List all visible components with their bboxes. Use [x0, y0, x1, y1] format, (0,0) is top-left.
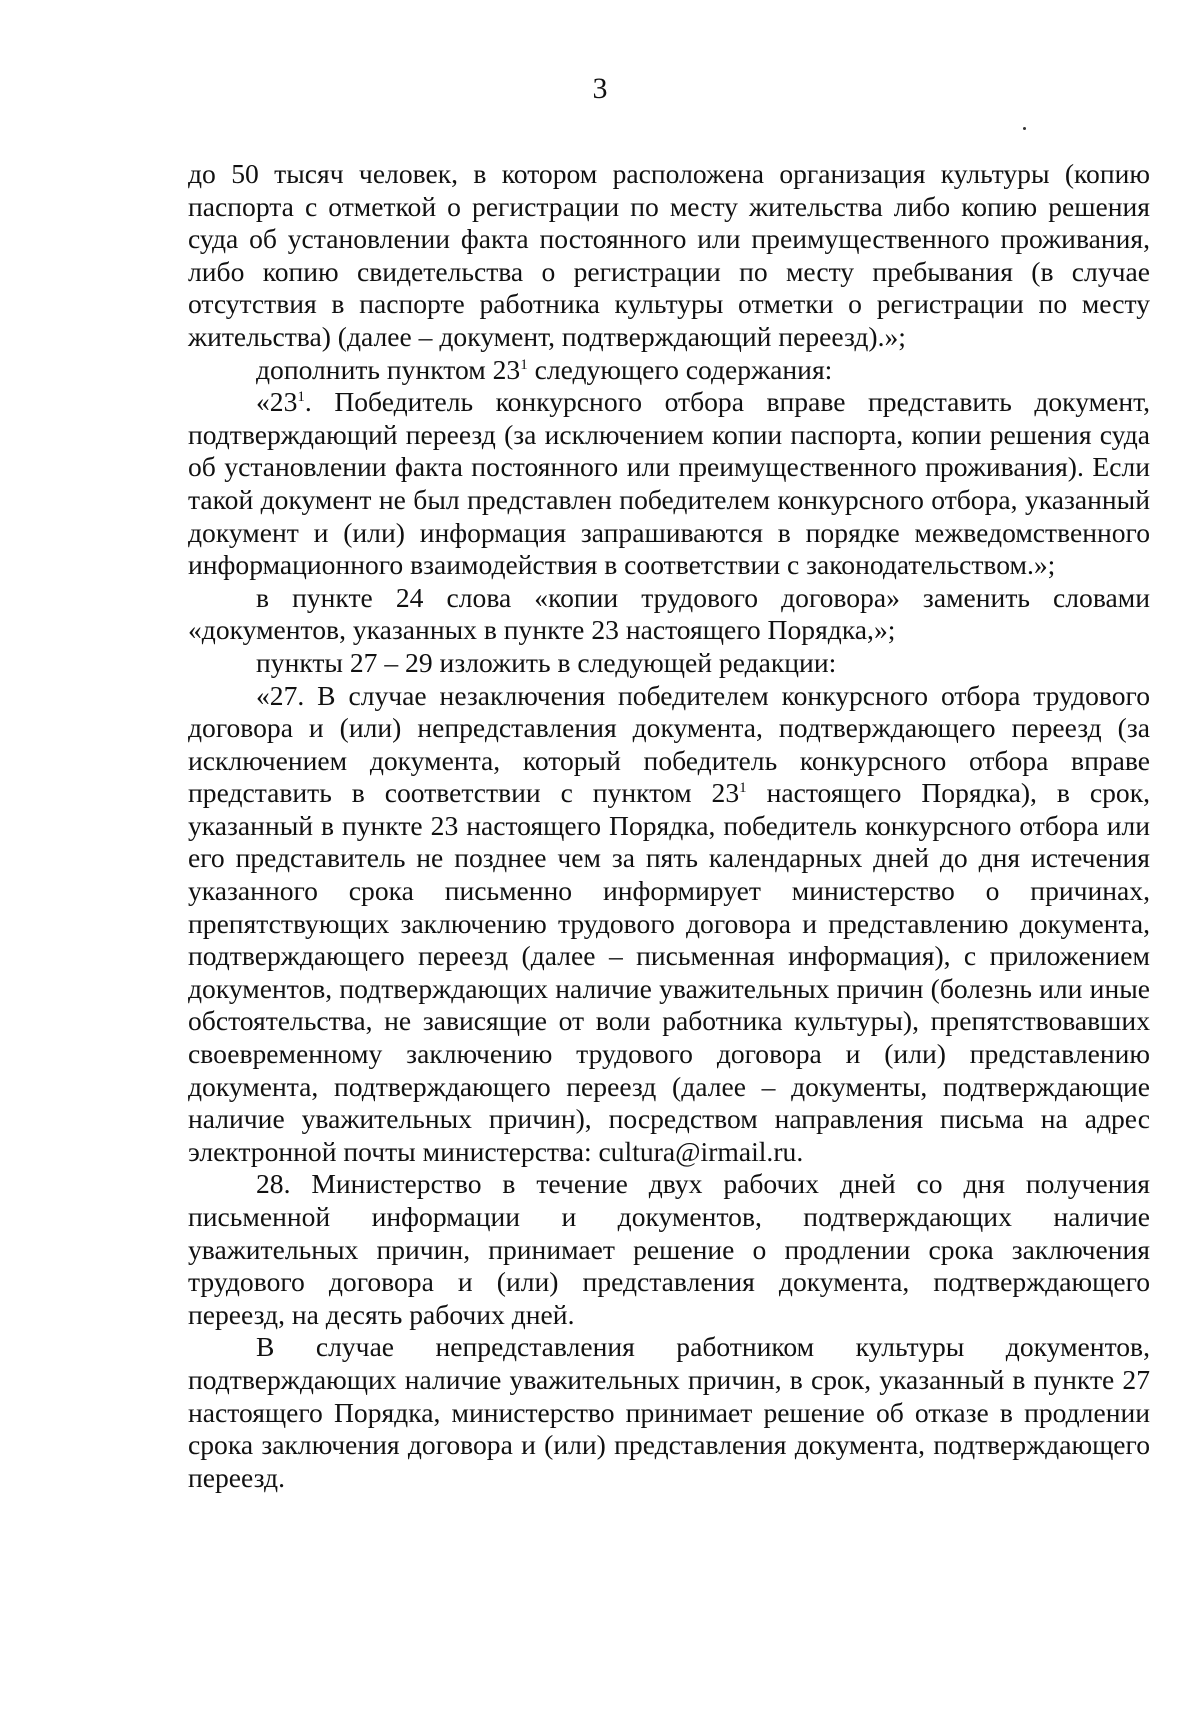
paragraph-text: дополнить пунктом 23 [256, 353, 521, 385]
paragraph-text: следующего содержания: [527, 353, 833, 385]
scan-speck [1023, 127, 1026, 130]
superscript: 1 [520, 356, 528, 373]
paragraph-point-27 [188, 680, 1150, 1169]
paragraph-continuation: до 50 тысяч человек, в котором расположена организация культуры (копию паспорта с отметкой о регистрации по месту жительства либо копию решения суда об установлении факта постоянного или преимущественного проживания, либо копию свидетельства о регистрации по месту пребывания (в случае отсутствия в паспорте работника культуры отметки о регистрации по месту жительства) (далее – документ, подтверждающий переезд).»; [188, 158, 1150, 352]
paragraph-text: настоящего Порядка), в срок, указанный в пункте 23 настоящего Порядка, победитель конкурсного отбора или его представитель не позднее чем за пять календарных дней до дня истечения указанного срока письменно информирует министерство о причинах, препятствующих заключению трудового договора и представлению документа, подтверждающего переезд (далее – письменная информация), с приложением документов, подтверждающих наличие уважительных причин (болезнь или иные обстоятельства, не зависящие от воли работника культуры), препятствовавших своевременному заключению трудового договора и (или) представлению документа, подтверждающего переезд (далее – документы, подтверждающие наличие уважительных причин), посредством направления письма на адрес электронной почты министерства: cultura@irmail.ru. [188, 777, 1150, 1167]
paragraph-text: «23 [256, 386, 298, 418]
paragraph-point-23-1 [188, 386, 1150, 582]
paragraph-point-24: в пункте 24 слова «копии трудового договора» заменить словами «документов, указанных в пункте 23 настоящего Порядка,»; [188, 581, 1150, 646]
superscript: 1 [739, 780, 747, 797]
paragraph-refusal: В случае непредставления работником культуры документов, подтверждающих наличие уважительных причин, в срок, указанный в пункте 27 настоящего Порядка, министерство принимает решение об отказе в продлении срока заключения договора и (или) представления документа, подтверждающего переезд. [188, 1331, 1150, 1493]
paragraph-add-point-23-1 [188, 354, 1150, 387]
page-number: 3 [592, 72, 608, 105]
paragraph-points-27-29: пункты 27 – 29 изложить в следующей редакции: [256, 646, 837, 678]
superscript: 1 [297, 388, 305, 405]
paragraph-point-28: 28. Министерство в течение двух рабочих дней со дня получения письменной информации и документов, подтверждающих наличие уважительных причин, принимает решение о продлении срока заключения трудового договора и (или) представления документа, подтверждающего переезд, на десять рабочих дней. [188, 1168, 1150, 1330]
paragraph-text: . Победитель конкурсного отбора вправе представить документ, подтверждающий переезд (за исключением копии паспорта, копии решения суда об установлении факта постоянного или преимущественного проживания). Если такой документ не был представлен победителем конкурсного отбора, указанный документ и (или) информация запрашиваются в порядке межведомственного информационного взаимодействия в соответствии с законодательством.»; [188, 386, 1150, 581]
document-body [188, 158, 1150, 1494]
paragraph-text: «27. В случае незаключения победителем конкурсного отбора трудового договора и (или) непредставления документа, подтверждающего переезд (за исключением документа, который победитель конкурсного отбора вправе представить в соответствии с пунктом 23 [188, 679, 1150, 809]
